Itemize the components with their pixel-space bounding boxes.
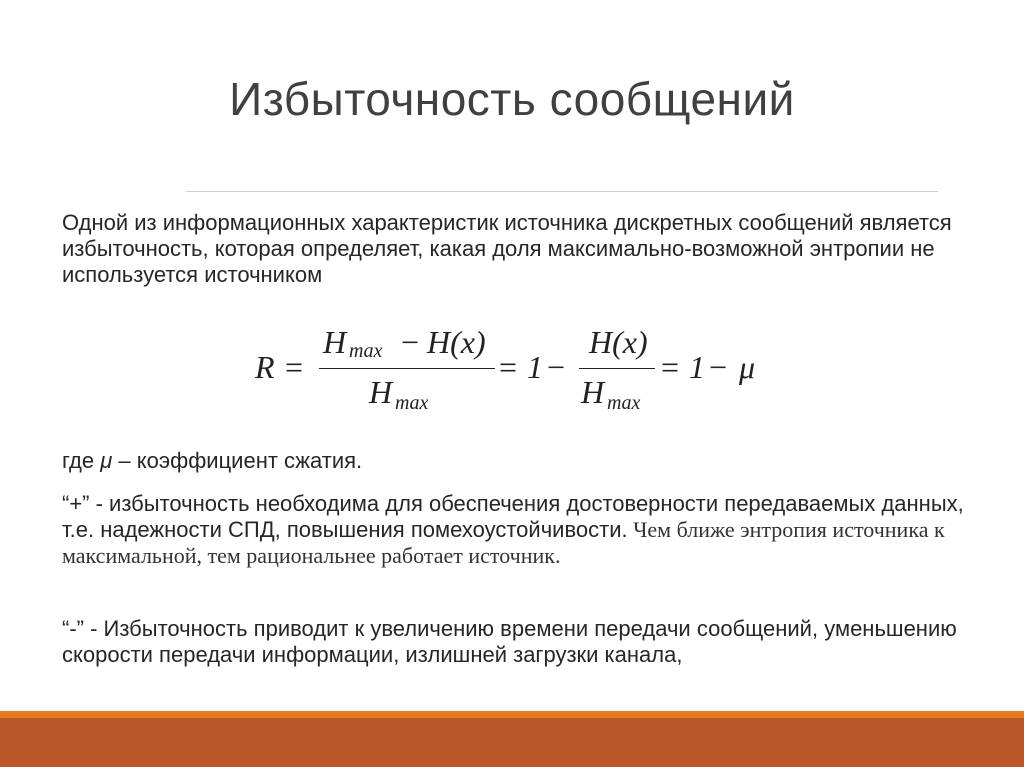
minus-paragraph: “-” - Избыточность приводит к увеличению времени передачи сообщений, уменьшению скорости передачи информации, излишней загрузки канала, xyxy=(62,616,957,667)
where-prefix: где xyxy=(62,448,101,473)
formula-equals-2: = xyxy=(499,349,518,385)
plus-text: “+” - избыточность необходима для обеспечения достоверности передаваемых данных, т.е. надежности СПД, повышения помехоустойчивости. xyxy=(62,491,964,542)
formula-num-H: H xyxy=(323,324,347,360)
formula-den-max: max xyxy=(395,392,429,414)
formula-minus-2: − xyxy=(547,349,566,385)
formula-equals-3: = xyxy=(661,349,680,385)
formula-num2-Hx: H(x) xyxy=(589,324,648,360)
fraction-line-2 xyxy=(579,368,655,369)
formula-one-1: 1 xyxy=(527,349,543,385)
formula-num-Hx: H(x) xyxy=(427,324,486,360)
formula-minus-1: − xyxy=(401,324,420,360)
slide-title: Избыточность сообщений xyxy=(229,73,795,125)
footer-bar xyxy=(0,718,1024,767)
fraction-line-1 xyxy=(319,368,495,369)
formula-mu: μ xyxy=(739,349,756,385)
where-suffix: – коэффициент сжатия. xyxy=(112,448,363,473)
plus-serif-text: Чем ближе энтропия источника к максимальной, тем рациональнее работает источник. xyxy=(62,517,945,568)
formula-equals-1: = xyxy=(285,349,304,385)
formula-den2-max: max xyxy=(607,392,641,414)
formula-num-max: max xyxy=(349,340,383,362)
title-divider xyxy=(186,191,938,192)
formula-R: R xyxy=(255,349,275,385)
intro-paragraph: Одной из информационных характеристик источника дискретных сообщений является избыточность, которая определяет, какая доля максимально-возможной энтропии не используется источником xyxy=(62,210,952,287)
formula-den-H: H xyxy=(369,374,393,410)
plus-paragraph xyxy=(62,491,972,569)
where-mu: μ xyxy=(100,448,113,473)
where-line xyxy=(62,448,972,474)
formula-minus-3: − xyxy=(709,349,728,385)
redundancy-formula xyxy=(255,322,775,422)
accent-bar xyxy=(0,711,1024,718)
formula-one-2: 1 xyxy=(689,349,705,385)
formula-den2-H: H xyxy=(581,374,605,410)
